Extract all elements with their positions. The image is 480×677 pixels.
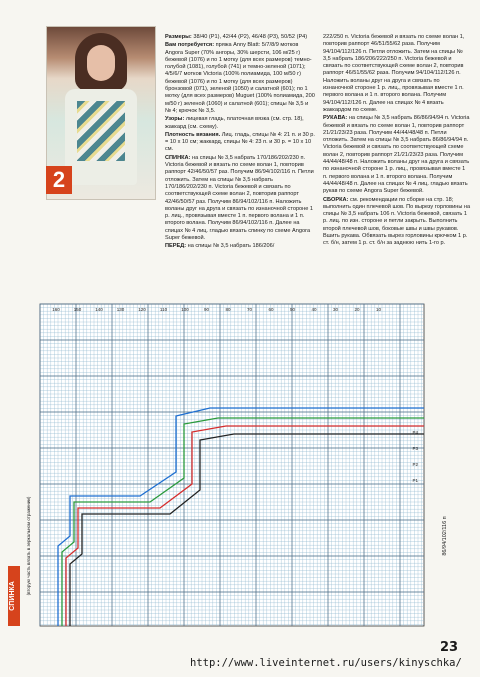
paragraph-heading: ПЕРЕД: bbox=[165, 243, 187, 250]
top-tick-label: 30 bbox=[332, 307, 339, 312]
right-tick-label: P3 bbox=[412, 446, 418, 451]
paragraph-text: лицевая гладь, платочная вязка (см. стр. 18), жаккард (см. схему). bbox=[165, 116, 304, 130]
instruction-paragraph bbox=[165, 132, 315, 154]
top-tick-label: 20 bbox=[354, 307, 360, 312]
paragraph-text: см. рекомендации по сборке на стр. 18; выполнить один плечевой шов. По вырезу горловины на спицы № 3,5 набрать 106 п. Victoria бежевой, связать 1 р. лиц. по изн. стороне и петли закрыть. Выполнить второй плечевой шов, боковые швы и швы рукавов. Вшить рукава. Обвязать вырез горловины крючком 1 р. ст. б/н, затем 1 р. ст. б/н за заднюю нить 1-го р. bbox=[323, 196, 471, 247]
top-tick-label: 120 bbox=[138, 307, 146, 312]
instruction-paragraph bbox=[165, 116, 315, 131]
right-tick-label: P1 bbox=[412, 478, 418, 483]
paragraph-heading: СБОРКА: bbox=[323, 196, 349, 203]
model-number-badge: 2 bbox=[46, 166, 72, 194]
instruction-paragraph bbox=[165, 155, 315, 243]
instruction-paragraph bbox=[165, 243, 315, 250]
paragraph-heading: Вам потребуется: bbox=[165, 42, 215, 49]
paragraph-text: на спицы № 3,5 набрать 86/86/94/94 п. Victoria бежевой и вязать по схеме волан 1, повторив раппорт 21/21/23/23 раза. Получим 44/44/48/48 п. Петли отложить. Затем на спицы № 3,5 набрать 86/86/94/94 п. Victoria бежевой и связать по соответствующей схеме волан 2, повторив раппорт 21/21/23/23 раза. Получим 44/44/48/48 п. Наложить воланы друг на друга и связать по изнаночной стороне 1 р. лиц., провязывая вместе 1 п. первого волана и 1 п. второго волана. Получим 44/44/48/48 п. Далее на спицах № 4 лиц. гладью вязать рукав по схеме Angora Super бежевой. bbox=[323, 115, 470, 195]
photo-jacquard-panel bbox=[77, 101, 125, 161]
instruction-paragraph bbox=[323, 197, 471, 248]
side-label: СПИНКА bbox=[9, 581, 16, 611]
paragraph-heading: Плотность вязания. bbox=[165, 131, 221, 138]
instructions-column-1 bbox=[165, 34, 315, 252]
knitting-chart bbox=[0, 296, 480, 672]
paragraph-text: на спицы № 3,5 набрать 186/206/ bbox=[186, 243, 275, 250]
knitting-chart-svg bbox=[0, 296, 480, 672]
paragraph-text: Лиц. гладь, спицы № 4: 21 п. и 30 р. = 10 х 10 см; жаккард, спицы № 4: 23 п. и 30 р. = 10 х 10 см. bbox=[165, 131, 315, 153]
top-tick-label: 10 bbox=[375, 307, 382, 312]
paragraph-text: 222/250 п. Victoria бежевой и вязать по схеме волан 1, повторив раппорт 46/51/55/62 раза. Получим 94/104/112/126 п. Петли отложить. Затем на спицы № 3,5 набрать 186/206/222/250 п. Victoria бежевой и связать по соответствующей схеме волан 2, повторив раппорт 46/51/55/62 раза. Получим 94/104/112/126 п. Наложить воланы друг на друга и связать по изнаночной стороне 1 р. лиц., провязывая вместе 1 п. первого волана и 1 п. второго волана. Получим 94/104/112/126 п. Далее на спицах № 4 вязать жаккардом по схеме. bbox=[323, 34, 465, 113]
instruction-paragraph bbox=[323, 115, 471, 195]
top-tick-label: 160 bbox=[52, 307, 60, 312]
page-number: 23 bbox=[440, 640, 459, 655]
paragraph-text: 38/40 (P1), 42/44 (P2), 46/48 (P3), 50/52 (P4) bbox=[191, 34, 308, 40]
instruction-paragraph bbox=[165, 34, 315, 41]
top-tick-label: 60 bbox=[268, 307, 274, 312]
paragraph-heading: СПИНКА: bbox=[165, 154, 191, 161]
top-tick-label: 80 bbox=[225, 307, 231, 312]
paragraph-text: на спицы № 3,5 набрать 170/186/202/230 п. Victoria бежевой и вязать по схеме волан 1, повторив раппорт 42/46/50/57 раз. Получим 86/94/102/116 п. Петли отложить. Затем на спицы № 3,5 набрать 170/186/202/230 п. Victoria бежевой и связать по соответствующей схеме волан 2, повторив раппорт 42/46/50/57 раз. Получим 86/94/102/116 п. Наложить воланы друг на друга и связать по изнаночной стороне 1 р. лиц., провязывая вместе 1 п. первого волана и 1 п. второго волана. Получим 86/94/102/116 п. Далее на спицах № 4 лиц. гладью вязать спинку по схеме Angora Super бежевой. bbox=[165, 154, 314, 242]
top-tick-label: 110 bbox=[159, 307, 168, 312]
right-tick-label: P2 bbox=[412, 462, 418, 467]
photo-face bbox=[87, 45, 115, 81]
top-tick-label: 40 bbox=[311, 307, 317, 312]
paragraph-heading: Узоры: bbox=[165, 116, 185, 123]
top-tick-label: 70 bbox=[246, 307, 253, 312]
top-tick-label: 150 bbox=[73, 307, 82, 312]
top-tick-label: 90 bbox=[203, 307, 210, 312]
stitch-count-label: 86/94/102/116 п bbox=[442, 516, 448, 556]
top-tick-label: 100 bbox=[181, 307, 189, 312]
source-url: http://www.liveinternet.ru/users/kinyschka/ bbox=[190, 657, 462, 669]
paragraph-text: пряжа Anny Blatt: 5/7/8/9 мотков Angora Super (70% ангоры, 30% шерсти, 106 м/25 г) бежевой (1076) и по 1 мотку (для всех размеров) темно-голубой (1081), голубой (741) и темно-зеленой (1071); 4/5/6/7 мотков Victoria (100% полиамида, 100 м/50 г) бежевой (1076) и по 1 мотку (для всех размеров) бронзовой (071), зеленой (1050) и салатной (601); по 1 мотку (для всех размеров) Muguet (100% полиамида, 200 м/50 г) зеленой (1060) и салатной (601); спицы № 3,5 и № 4; крючок № 3,5. bbox=[165, 42, 315, 114]
top-tick-label: 140 bbox=[95, 307, 103, 312]
top-tick-label: 130 bbox=[116, 307, 125, 312]
right-tick-label: P4 bbox=[412, 430, 418, 435]
top-tick-label: 50 bbox=[289, 307, 296, 312]
mirror-note: (вторую часть вязать в зеркальном отражении) bbox=[26, 496, 31, 596]
paragraph-heading: Размеры: bbox=[165, 34, 192, 40]
paragraph-heading: РУКАВА: bbox=[323, 115, 348, 122]
instruction-paragraph bbox=[323, 34, 471, 114]
instructions-column-2 bbox=[323, 34, 471, 249]
instruction-paragraph bbox=[165, 42, 315, 115]
